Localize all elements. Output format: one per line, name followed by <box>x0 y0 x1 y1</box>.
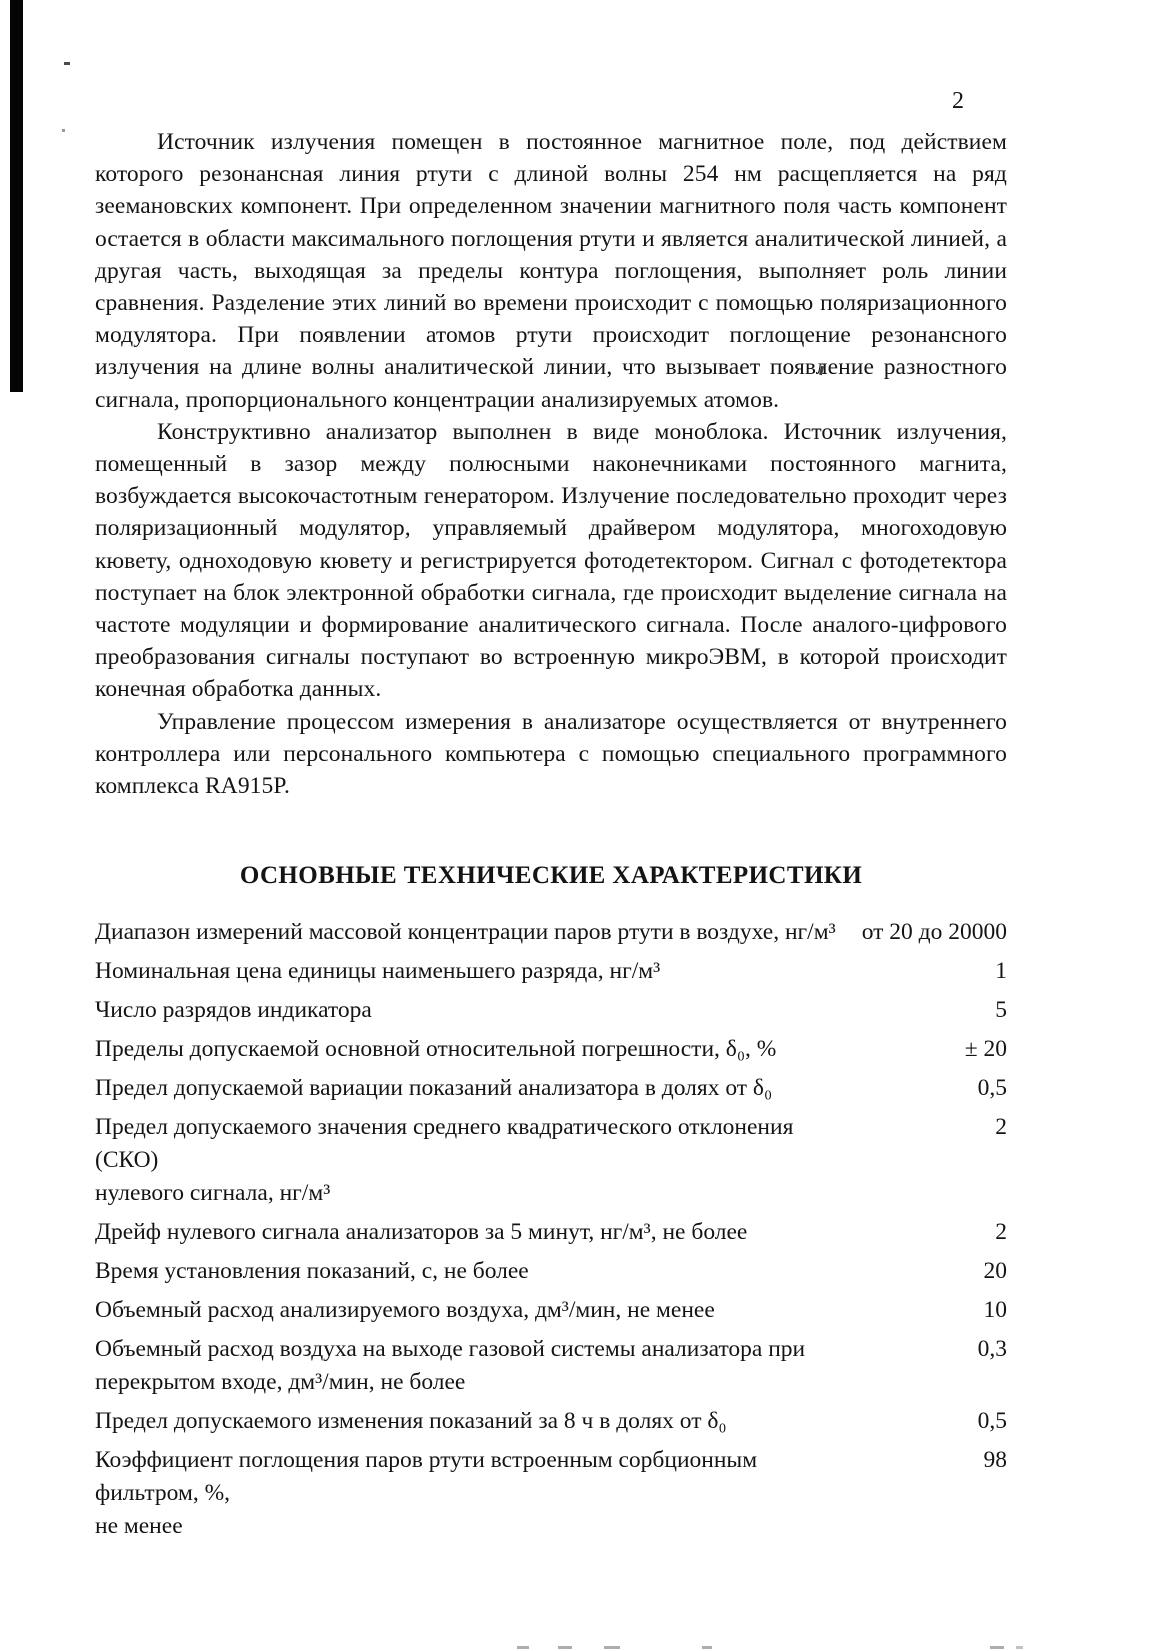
spec-label-line: нулевого сигнала, нг/м³ <box>95 1180 331 1207</box>
spec-label <box>95 1072 845 1105</box>
spec-row <box>95 1294 1007 1327</box>
spec-row <box>95 916 1007 949</box>
spec-label <box>95 1294 845 1327</box>
cut-off-text-mark <box>990 1646 1004 1649</box>
cut-off-text-mark <box>517 1646 529 1649</box>
spec-label <box>95 1333 845 1399</box>
spec-label-line: Дрейф нулевого сигнала анализаторов за 5 минут, нг/м³, не более <box>95 1219 748 1246</box>
spec-value: 2 <box>995 1219 1007 1246</box>
spec-value: 20 <box>983 1258 1007 1285</box>
spec-row <box>95 1405 1007 1438</box>
paragraph-measurement-control: Управление процессом измерения в анализаторе осуществляется от внутреннего контроллера или персонального компьютера с помощью специального программного комплекса RA915P. <box>95 708 1007 800</box>
paragraph-radiation-source: Источник излучения помещен в постоянное магнитное поле, под действием которого резонансная линия ртути с длиной волны 254 нм расщепляется на ряд зеемановских компонент. При определенном значении магнитного поля часть компонент остается в области максимального поглощения ртути и является аналитической линией, а другая часть, выходящая за пределы контура поглощения, выполняет роль линии сравнения. Разделение этих линий во времени происходит с помощью поляризационного модулятора. При появлении атомов ртути происходит поглощение резонансного излучения на длине волны аналитической линии, что вызывает появление разностного сигнала, пропорционального концентрации анализируемых атомов. <box>95 129 1007 413</box>
paragraph-analyzer-design: Конструктивно анализатор выполнен в виде моноблока. Источник излучения, помещенный в зазор между полюсными наконечниками постоянного магнита, возбуждается высокочастотным генератором. Излучение последовательно проходит через поляризационный модулятор, управляемый драйвером модулятора, многоходовую кювету, одноходовую кювету и регистрируется фотодетектором. Сигнал с фотодетектора поступает на блок электронной обработки сигнала, где происходит выделение сигнала на частоте модуляции и формирование аналитического сигнала. После аналого-цифрового преобразования сигналы поступают во встроенную микроЭВМ, в которой происходит конечная обработка данных. <box>95 418 1007 703</box>
spec-value: 1 <box>995 958 1007 985</box>
spec-value: 0,5 <box>977 1408 1007 1435</box>
page-number: 2 <box>952 88 964 114</box>
spec-label-line: Объемный расход воздуха на выходе газовой системы анализатора при <box>95 1336 806 1363</box>
spec-value: 2 <box>995 1114 1007 1141</box>
spec-label-line: Пределы допускаемой основной относительной погрешности, δ₀, % <box>95 1036 777 1063</box>
spec-value: 10 <box>983 1297 1007 1324</box>
spec-row <box>95 1111 1007 1210</box>
scan-artifact-strip <box>10 0 23 392</box>
spec-label <box>95 1111 845 1210</box>
section-heading-main-specs: ОСНОВНЫЕ ТЕХНИЧЕСКИЕ ХАРАКТЕРИСТИКИ <box>239 862 863 890</box>
spec-value: 5 <box>995 997 1007 1024</box>
scan-speck <box>62 129 65 132</box>
spec-value: 98 <box>983 1447 1007 1474</box>
spec-label-line: не менее <box>95 1513 183 1540</box>
spec-label-line: Диапазон измерений массовой концентрации паров ртути в воздухе, нг/м³ <box>95 919 836 946</box>
spec-row <box>95 994 1007 1027</box>
spec-label-line: Номинальная цена единицы наименьшего разряда, нг/м³ <box>95 958 661 985</box>
spec-label <box>95 916 845 949</box>
spec-label-line: Время установления показаний, с, не более <box>95 1258 529 1285</box>
spec-label <box>95 955 845 988</box>
spec-label-line: Число разрядов индикатора <box>95 997 372 1024</box>
cut-off-text-mark <box>702 1646 712 1649</box>
spec-label <box>95 1405 845 1438</box>
spec-label-line: перекрытом входе, дм³/мин, не более <box>95 1369 466 1396</box>
spec-label-line: Предел допускаемой вариации показаний анализатора в долях от δ₀ <box>95 1075 773 1102</box>
scan-speck <box>64 62 70 65</box>
spec-value: от 20 до 20000 <box>861 919 1007 946</box>
document-body <box>95 126 1007 1549</box>
spec-row <box>95 1255 1007 1288</box>
spec-label-line: Предел допускаемого изменения показаний за 8 ч в долях от δ₀ <box>95 1408 727 1435</box>
spec-row <box>95 1033 1007 1066</box>
spec-label-line: Предел допускаемого значения среднего квадратического отклонения (СКО) <box>95 1114 794 1174</box>
spec-label <box>95 1255 845 1288</box>
spec-label <box>95 1444 845 1543</box>
cut-off-text-mark <box>604 1646 620 1649</box>
spec-label <box>95 1033 845 1066</box>
spec-label-line: Объемный расход анализируемого воздуха, дм³/мин, не менее <box>95 1297 715 1324</box>
spec-row <box>95 1072 1007 1105</box>
spec-label <box>95 1216 845 1249</box>
spec-row <box>95 1216 1007 1249</box>
spec-label <box>95 994 845 1027</box>
spec-value: 0,5 <box>977 1075 1007 1102</box>
cut-off-text-mark <box>558 1646 572 1649</box>
spec-row <box>95 955 1007 988</box>
spec-row <box>95 1333 1007 1399</box>
spec-value: 0,3 <box>977 1336 1007 1363</box>
spec-row <box>95 1444 1007 1543</box>
spec-value: ± 20 <box>964 1036 1007 1063</box>
spec-list <box>95 916 1007 1543</box>
spec-label-line: Коэффициент поглощения паров ртути встроенным сорбционным фильтром, %, <box>95 1447 758 1507</box>
cut-off-text-mark <box>1016 1646 1023 1649</box>
